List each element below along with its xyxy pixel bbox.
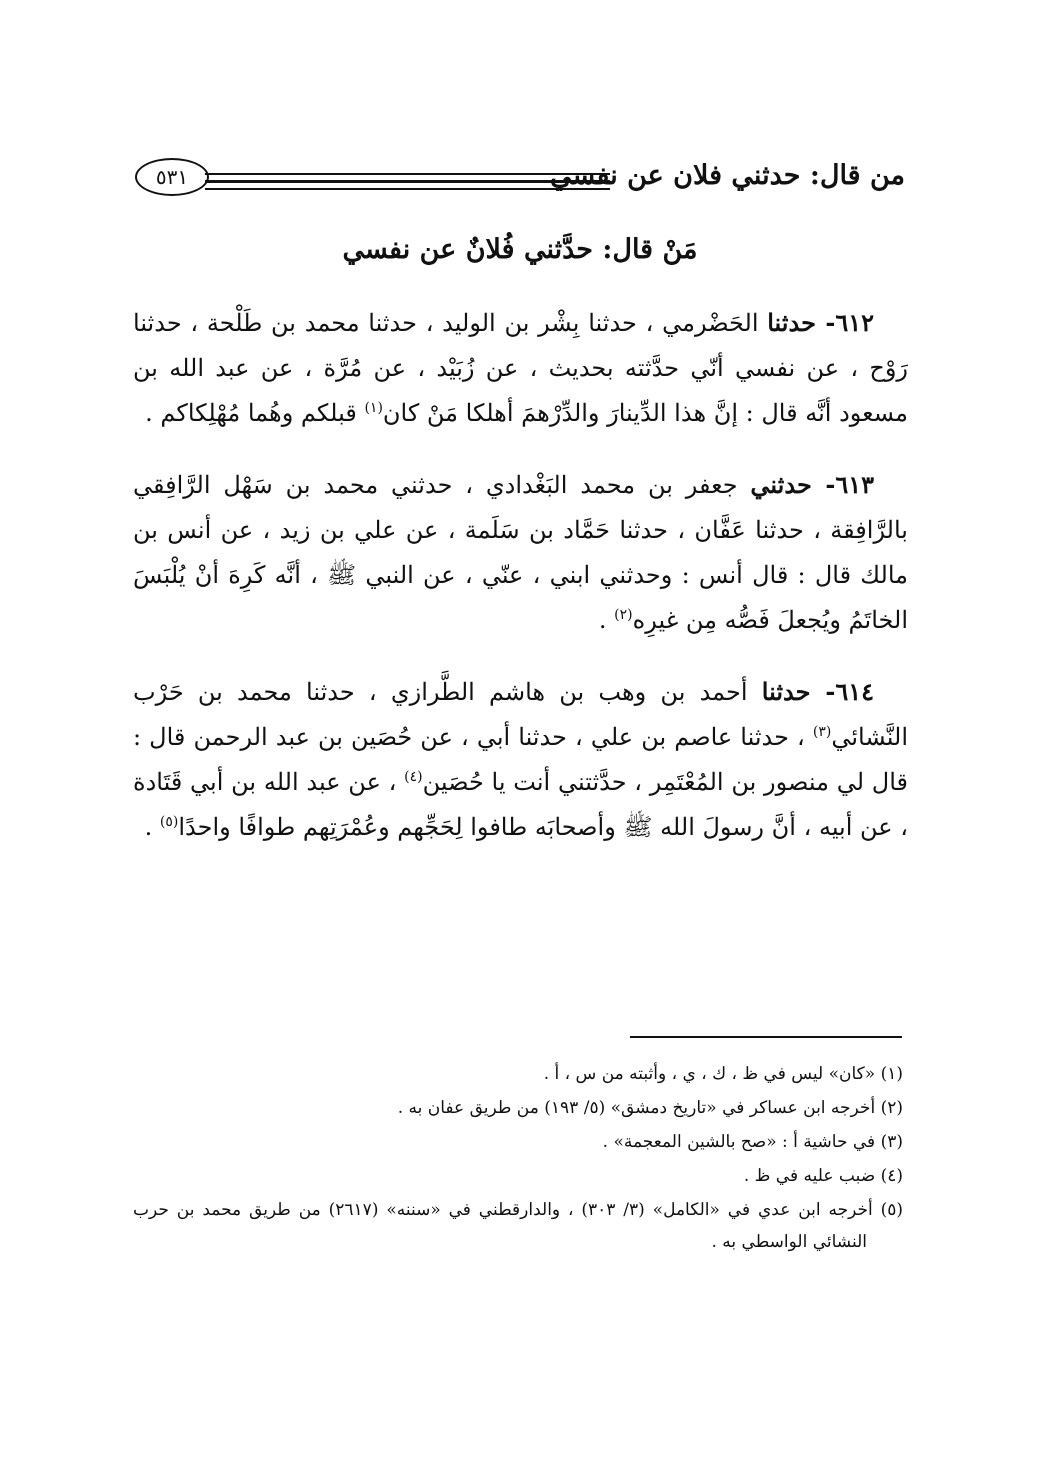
footnote-ref: (١): [364, 400, 383, 416]
hadith-text: .: [144, 813, 160, 841]
header-rule: [205, 188, 610, 190]
hadith-text: الحَضْرمي ، حدثنا بِشْر بن الوليد ، حدثنا محمد بن طَلْحة ، حدثنا رَوْح ، عن نفسي أنّي حدَّثته بحديث ، عن زُبَيْد ، عن مُرَّة ، عن عبد الله بن مسعود أنَّه قال : إنَّ هذا الدِّينارَ والدِّرْهمَ أهلكا مَنْ كان: [133, 309, 908, 427]
footnote-separator: [630, 1036, 902, 1038]
hadith-text: ، حدثنا عاصم بن علي ، حدثنا أبي ، عن حُصَين بن عبد الرحمن قال : قال لي منصور بن المُعْتَمِر ، حدَّثتني أنت يا حُصَين: [133, 723, 908, 796]
page-number: ٥٣١: [155, 165, 189, 189]
hadith-text: ، عن عبد الله بن أبي قَتَادة ، عن أبيه ، أنَّ رسولَ الله ﷺ وأصحابَه طافوا لِحَجِّهم وعُمْرَتِهم طوافًا واحدًا: [133, 768, 908, 841]
page-number-oval: [135, 158, 209, 196]
header-rule: [205, 173, 610, 175]
footnote-ref: (٥): [159, 814, 179, 830]
hadith-text: أحمد بن وهب بن هاشم الطَّرازي ، حدثنا محمد بن حَرْب النَّشائي: [133, 678, 908, 751]
running-title: من قال: حدثني فلان عن نفسي: [549, 160, 905, 191]
chapter-title: مَنْ قال: حدَّثني فُلانٌ عن نفسي: [342, 234, 698, 265]
footnote-ref: (٢): [614, 607, 633, 623]
footnote: (٣) في حاشية أ : «صح بالشين المعجمة» .: [602, 1132, 903, 1152]
footnote-ref: (٣): [812, 724, 832, 740]
hadith-lead: ٦١٤- حدثنا: [761, 677, 875, 706]
hadith-text: قبلكم وهُما مُهْلِكاكم .: [145, 399, 365, 427]
hadith-text: جعفر بن محمد البَغْدادي ، حدثني محمد بن سَهْل الرَّافِقي بالرَّافِقة ، حدثنا عَفَّان ، حدثنا حَمَّاد بن سَلَمة ، عن علي بن زيد ، عن أنس بن مالك قال : قال أنس : وحدثني ابني ، عنّي ، عن النبي ﷺ ، أنَّه كَرِهَ أنْ يُلْبَسَ الخاتَمُ ويُجعلَ فَصُّه مِن غيرِه: [133, 471, 908, 634]
footnote: (٥) أخرجه ابن عدي في «الكامل» (٣/ ٣٠٣) ، والدارقطني في «سننه» (٢٦١٧) من طريق محمد بن حرب النشائي الواسطي به .: [133, 1200, 904, 1252]
footnote-ref: (٤): [404, 769, 423, 785]
hadith-paragraph: [133, 462, 908, 643]
main-text: [133, 300, 908, 876]
footnote: (٢) أخرجه ابن عساكر في «تاريخ دمشق» (٥/ ١٩٣) من طريق عفان به .: [397, 1098, 903, 1118]
header-rule: [205, 180, 610, 183]
footnotes: [133, 1058, 903, 1260]
hadith-paragraph: [133, 669, 908, 850]
footnote: (١) «كان» ليس في ظ ، ك ، ي ، وأثبته من س ، أ .: [543, 1064, 903, 1084]
hadith-lead: ٦١٣- حدثني: [750, 470, 874, 499]
hadith-paragraph: [133, 300, 908, 436]
hadith-text: .: [598, 606, 615, 634]
footnote: (٤) ضبب عليه في ظ .: [743, 1166, 903, 1186]
hadith-lead: ٦١٢- حدثنا: [767, 308, 875, 337]
